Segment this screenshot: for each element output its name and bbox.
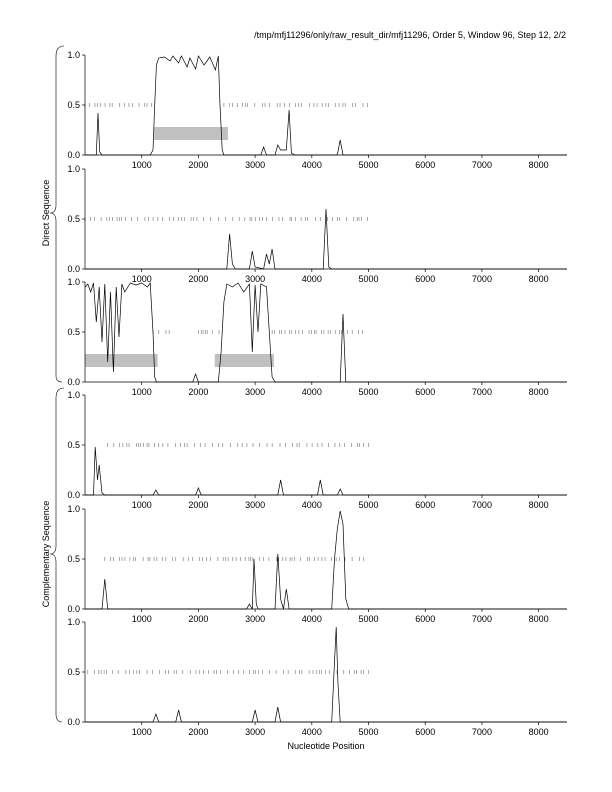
- y-tick-label: 1.0: [67, 390, 80, 400]
- y-tick-label: 1.0: [67, 164, 80, 174]
- x-tick-label: 5000: [358, 387, 379, 397]
- y-tick-label: 0.0: [67, 150, 80, 160]
- x-tick-label: 2000: [188, 274, 209, 284]
- x-tick-label: 8000: [528, 614, 549, 624]
- y-tick-label: 0.0: [67, 264, 80, 274]
- x-tick-label: 5000: [358, 274, 379, 284]
- x-tick-label: 1000: [131, 274, 152, 284]
- x-tick-label: 1000: [131, 160, 152, 170]
- x-tick-label: 7000: [471, 160, 492, 170]
- x-tick-label: 3000: [245, 614, 266, 624]
- chart-panel: [67, 277, 567, 397]
- x-tick-label: 4000: [301, 274, 322, 284]
- x-tick-label: 7000: [471, 387, 492, 397]
- x-tick-label: 6000: [415, 614, 436, 624]
- x-tick-label: 6000: [415, 160, 436, 170]
- group-label-complementary: Complementary Sequence: [41, 500, 51, 608]
- x-tick-label: 2000: [188, 614, 209, 624]
- y-tick-label: 0.0: [67, 377, 80, 387]
- x-tick-label: 5000: [358, 160, 379, 170]
- x-tick-label: 4000: [301, 727, 322, 737]
- x-tick-label: 4000: [301, 614, 322, 624]
- x-tick-label: 3000: [245, 160, 266, 170]
- x-tick-label: 2000: [188, 727, 209, 737]
- x-tick-label: 4000: [301, 387, 322, 397]
- chart-panel: [67, 617, 567, 737]
- x-tick-label: 8000: [528, 160, 549, 170]
- x-tick-label: 6000: [415, 727, 436, 737]
- group-brace-complementary: [50, 388, 64, 722]
- chart-panel: [67, 390, 567, 510]
- panels: [67, 50, 567, 737]
- x-tick-label: 4000: [301, 500, 322, 510]
- x-tick-label: 6000: [415, 500, 436, 510]
- x-tick-label: 3000: [245, 500, 266, 510]
- x-tick-label: 2000: [188, 500, 209, 510]
- y-tick-label: 1.0: [67, 504, 80, 514]
- y-tick-label: 1.0: [67, 277, 80, 287]
- y-tick-label: 0.5: [67, 214, 80, 224]
- y-tick-label: 0.5: [67, 554, 80, 564]
- x-tick-label: 1000: [131, 614, 152, 624]
- series-line: [85, 627, 567, 722]
- x-tick-label: 1000: [131, 727, 152, 737]
- x-tick-label: 3000: [245, 727, 266, 737]
- y-tick-label: 0.5: [67, 100, 80, 110]
- y-tick-label: 1.0: [67, 617, 80, 627]
- series-line: [85, 283, 567, 382]
- x-tick-label: 5000: [358, 614, 379, 624]
- y-tick-label: 0.0: [67, 717, 80, 727]
- y-tick-label: 0.5: [67, 327, 80, 337]
- y-tick-label: 1.0: [67, 50, 80, 60]
- x-tick-label: 7000: [471, 500, 492, 510]
- x-tick-label: 7000: [471, 727, 492, 737]
- series-line: [85, 447, 567, 495]
- x-tick-label: 1000: [131, 387, 152, 397]
- chart-panel: [67, 164, 567, 284]
- group-label-direct: Direct Sequence: [41, 179, 51, 247]
- figure-title: /tmp/mfj11296/only/raw_result_dir/mfj11296, Order 5, Window 96, Step 12, 2/2: [254, 30, 566, 40]
- x-tick-label: 6000: [415, 274, 436, 284]
- y-tick-label: 0.5: [67, 440, 80, 450]
- x-tick-label: 7000: [471, 274, 492, 284]
- group-brace-direct: [50, 46, 64, 382]
- series-line: [85, 209, 567, 269]
- x-tick-label: 8000: [528, 274, 549, 284]
- chart-panel: [67, 504, 567, 624]
- x-tick-label: 5000: [358, 727, 379, 737]
- x-tick-label: 6000: [415, 387, 436, 397]
- x-tick-label: 2000: [188, 387, 209, 397]
- y-tick-label: 0.0: [67, 604, 80, 614]
- y-tick-label: 0.0: [67, 490, 80, 500]
- x-tick-label: 3000: [245, 274, 266, 284]
- x-tick-label: 1000: [131, 500, 152, 510]
- series-line: [85, 511, 567, 609]
- x-tick-label: 3000: [245, 387, 266, 397]
- x-tick-label: 5000: [358, 500, 379, 510]
- y-tick-label: 0.5: [67, 667, 80, 677]
- region-bar: [85, 354, 158, 367]
- x-tick-label: 8000: [528, 387, 549, 397]
- region-bar: [215, 354, 274, 367]
- x-tick-label: 2000: [188, 160, 209, 170]
- x-tick-label: 7000: [471, 614, 492, 624]
- x-axis-label: Nucleotide Position: [287, 741, 365, 751]
- x-tick-label: 8000: [528, 727, 549, 737]
- x-tick-label: 4000: [301, 160, 322, 170]
- chart-panel: [67, 50, 567, 170]
- region-bar: [154, 127, 228, 140]
- x-tick-label: 8000: [528, 500, 549, 510]
